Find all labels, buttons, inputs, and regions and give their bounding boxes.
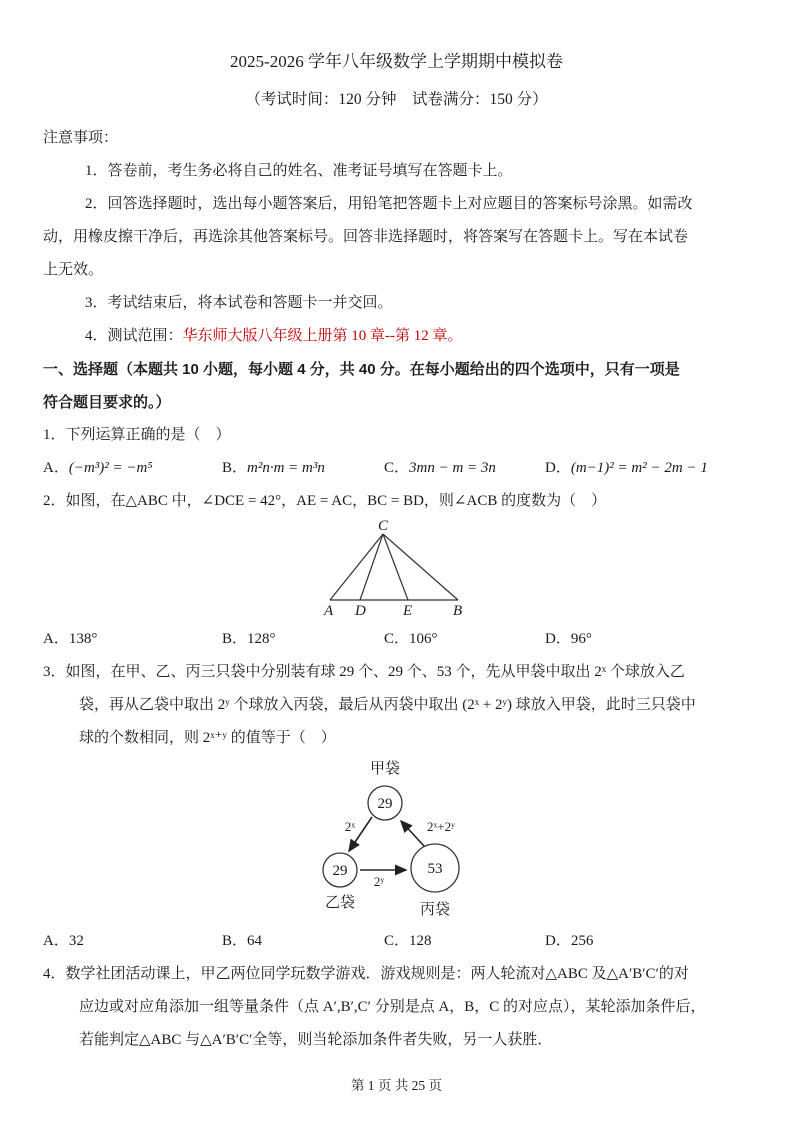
notice-item-4-prefix: 4．测试范围： [85,328,183,344]
option-value: (−m³)² = −m⁵ [68,460,153,476]
bag-top-count: 29 [377,796,392,812]
bag-left-count: 29 [332,863,347,879]
option-label: D． [545,933,571,949]
question-3-figure-wrap [43,755,750,925]
option-label: A． [43,631,69,647]
notice-item-2-line-3: 上无效。 [43,262,104,278]
vertex-label-d: D [354,603,366,618]
question-2-option-d [545,623,750,656]
option-label: A． [43,933,69,949]
option-value: 138° [68,631,98,647]
bag-right-count: 53 [427,861,442,877]
vertex-label-b: B [452,603,462,618]
question-4-line-1: 4．数学社团活动课上，甲乙两位同学玩数学游戏．游戏规则是：两人轮流对△ABC 及△A′B′C′的对 [43,966,689,982]
question-4-line-3: 若能判定△ABC 与△A′B′C′全等，则当轮添加条件者失败，另一人获胜． [79,1032,553,1048]
option-label: C． [384,631,410,647]
arrow-right-label: 2ˣ+2ʸ [426,819,455,834]
section-1-heading-line-2: 符合题目要求的。） [43,394,171,411]
option-value: 256 [570,933,594,949]
question-3-line-2: 袋，再从乙袋中取出 2ʸ 个球放入丙袋，最后从丙袋中取出 (2ˣ + 2ʸ) 球放入甲袋，此时三只袋中 [79,697,696,713]
section-1-heading [43,353,750,419]
question-3-option-d [545,925,750,958]
question-1 [43,419,750,485]
vertex-label-c: C [377,518,388,534]
page-title: 2025-2026 学年八年级数学上学期期中模拟卷 [230,52,563,71]
option-label: C． [384,933,410,949]
question-3 [43,656,750,958]
bag-left-label: 乙袋 [324,895,355,911]
page-footer: 第 1 页 共 25 页 [350,1078,443,1093]
option-value: (m−1)² = m² − 2m − 1 [570,460,708,476]
option-value: 128° [247,631,276,647]
option-label: A． [43,460,69,476]
option-value: 106° [409,631,438,647]
question-4 [43,958,750,1057]
question-2-stem: 2．如图，在△ABC 中，∠DCE = 42°，AE = AC，BC = BD，则∠ACB 的度数为（ ） [43,493,607,509]
triangle-labels [323,518,462,618]
question-3-line-3: 球的个数相同，则 2ˣ⁺ʸ 的值等于（ ） [79,730,336,746]
notice-item-4 [43,320,750,353]
option-value: 32 [68,933,84,949]
question-1-options [43,452,750,485]
option-label: D． [545,631,571,647]
question-2-options [43,623,750,656]
vertex-label-e: E [402,603,412,618]
question-3-option-b [222,925,384,958]
arrow-bottom-label: 2ʸ [373,874,384,889]
option-value: m²n·m = m³n [247,460,325,476]
notice-item-4-scope: 华东师大版八年级上册第 10 章--第 12 章。 [182,328,463,344]
question-1-option-b [222,452,384,485]
question-1-option-d [545,452,750,485]
question-1-option-c [384,452,545,485]
section-1-heading-line-1: 一、选择题（本题共 10 小题，每小题 4 分，共 40 分。在每小题给出的四个选项中，只有一项是 [43,361,680,378]
triangle-lines [330,534,458,600]
notice-item-1: 1．答卷前，考生务必将自己的姓名、准考证号填写在答题卡上。 [85,163,513,179]
option-value: 96° [570,631,592,647]
bag-labels [324,759,454,918]
notice-item-3: 3．考试结束后，将本试卷和答题卡一并交回。 [85,295,393,311]
option-label: B． [222,933,248,949]
notice-heading: 注意事项： [43,130,119,146]
exam-info: （考试时间：120 分钟 试卷满分：150 分） [245,91,548,108]
option-label: C． [384,460,410,476]
question-1-stem: 1．下列运算正确的是（ ） [43,427,231,443]
bags-figure [307,755,487,920]
notice-item-2-line-2: 动，用橡皮擦干净后，再选涂其他答案标号。回答非选择题时，将答案写在答题卡上。写在本试卷 [43,229,689,245]
question-2-figure-wrap [43,518,750,623]
question-3-option-a [43,925,222,958]
question-3-line-1: 3．如图，在甲、乙、丙三只袋中分别装有球 29 个、29 个、53 个，先从甲袋中取出 2ˣ 个球放入乙 [43,664,685,680]
bag-top-label: 甲袋 [369,761,400,777]
option-label: B． [222,460,248,476]
vertex-label-a: A [323,603,333,618]
question-2 [43,485,750,656]
bag-right-label: 丙袋 [419,902,450,918]
transfer-arrows [349,817,424,870]
question-1-option-a [43,452,222,485]
triangle-figure [322,518,472,618]
question-2-option-c [384,623,545,656]
question-3-options [43,925,750,958]
arrow-top-left-label: 2ˣ [344,819,355,834]
option-value: 3mn − m = 3n [409,460,496,476]
question-2-option-a [43,623,222,656]
question-3-option-c [384,925,545,958]
option-label: D． [545,460,571,476]
question-2-option-b [222,623,384,656]
question-4-line-2: 应边或对应角添加一组等量条件（点 A′,B′,C′ 分别是点 A，B，C 的对应点），某轮添加条件后， [79,999,706,1015]
option-label: B． [222,631,248,647]
option-value: 128 [409,933,432,949]
option-value: 64 [247,933,263,949]
notice-section [43,122,750,353]
notice-item-2-line-1: 2．回答选择题时，选出每小题答案后，用铅笔把答题卡上对应题目的答案标号涂黑。如需改 [85,196,693,212]
